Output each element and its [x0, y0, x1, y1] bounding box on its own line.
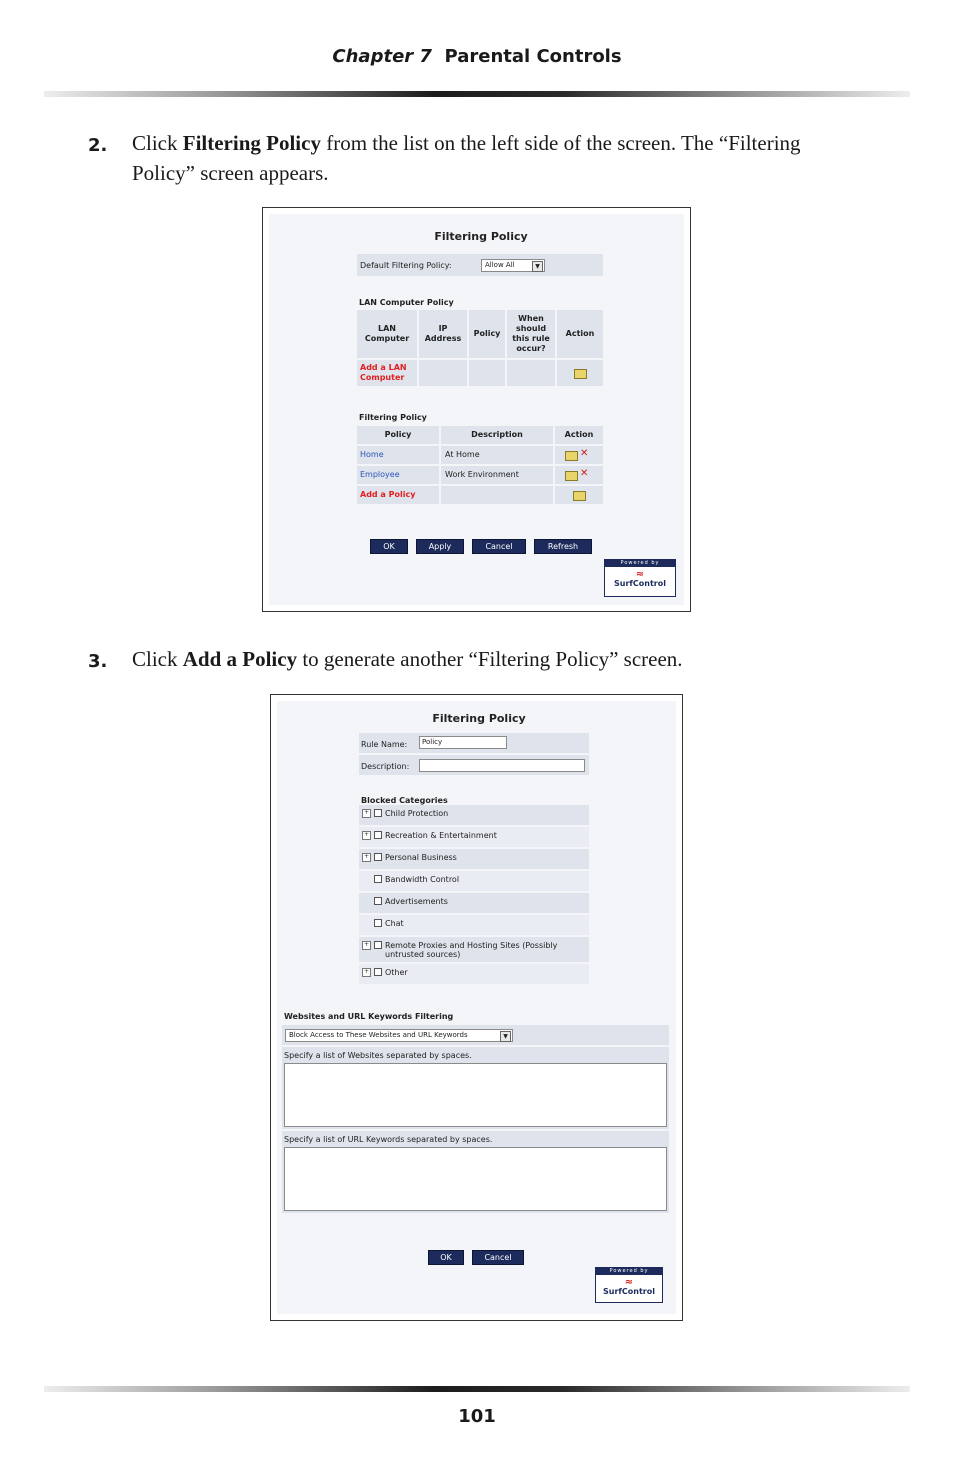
expand-icon[interactable]: +	[363, 831, 370, 838]
step-3	[88, 644, 808, 674]
refresh-button[interactable]: Refresh	[534, 539, 592, 554]
empty-cell	[441, 486, 553, 504]
category-checkbox[interactable]	[374, 831, 382, 839]
description-label: Description:	[361, 762, 410, 771]
description-input[interactable]	[419, 759, 585, 772]
logo-powered-by: Powered by	[596, 1268, 662, 1275]
category-label: Advertisements	[385, 897, 448, 906]
category-row	[359, 849, 589, 869]
block-mode-value: Block Access to These Websites and URL Keywords	[289, 1031, 468, 1039]
keywords-textarea[interactable]	[284, 1147, 667, 1211]
add-lan-cell	[357, 360, 417, 386]
step-text-bold: Add a Policy	[182, 647, 298, 671]
empty-cell	[469, 360, 505, 386]
ok-button[interactable]: OK	[428, 1250, 464, 1265]
fp-row-employee-desc	[441, 466, 553, 484]
step-2	[88, 128, 808, 188]
default-policy-value: Allow All	[485, 261, 515, 269]
category-checkbox[interactable]	[374, 853, 382, 861]
fp-col-description: Description	[441, 426, 553, 444]
default-policy-select[interactable]	[481, 259, 545, 272]
step-number: 2.	[88, 135, 108, 156]
keywords-label: Specify a list of URL Keywords separated by spaces.	[284, 1135, 493, 1144]
logo-swoosh-icon: ≈	[624, 1277, 634, 1288]
empty-cell	[507, 360, 555, 386]
lan-section-title: LAN Computer Policy	[359, 298, 454, 307]
add-policy-link[interactable]: Add a Policy	[360, 490, 416, 499]
add-icon[interactable]	[574, 369, 587, 379]
fp-row-add	[357, 486, 439, 504]
edit-icon[interactable]	[565, 471, 578, 481]
header-rule	[44, 91, 910, 97]
default-policy-label: Default Filtering Policy:	[360, 261, 452, 270]
page-title: Filtering Policy	[432, 712, 526, 725]
col-header-policy: Policy	[469, 310, 505, 358]
fp-row-add-action	[555, 486, 603, 504]
category-checkbox[interactable]	[374, 941, 382, 949]
step-text-pre: Click	[132, 647, 183, 671]
logo-powered-by: Powered by	[605, 560, 675, 567]
chevron-down-icon: ▼	[500, 1031, 511, 1042]
fp-col-policy: Policy	[357, 426, 439, 444]
category-checkbox[interactable]	[374, 897, 382, 905]
category-row	[359, 937, 589, 962]
expand-icon[interactable]: +	[363, 941, 370, 948]
category-row	[359, 893, 589, 913]
col-header-action: Action	[557, 310, 603, 358]
category-label: Recreation & Entertainment	[385, 831, 497, 840]
blocked-section-title: Blocked Categories	[361, 796, 448, 805]
rule-name-input[interactable]: Policy	[419, 736, 507, 749]
step-number: 3.	[88, 651, 108, 672]
surfcontrol-logo	[604, 559, 676, 597]
category-row	[359, 964, 589, 984]
category-checkbox[interactable]	[374, 875, 382, 883]
apply-button[interactable]: Apply	[416, 539, 464, 554]
cancel-button[interactable]: Cancel	[472, 539, 526, 554]
ok-button[interactable]: OK	[370, 539, 408, 554]
category-label: Personal Business	[385, 853, 457, 862]
fp-row-home-desc	[441, 446, 553, 464]
empty-cell	[419, 360, 467, 386]
description-text: At Home	[445, 450, 480, 459]
websites-section-title: Websites and URL Keywords Filtering	[284, 1012, 454, 1021]
category-row	[359, 805, 589, 825]
chevron-down-icon: ▼	[532, 261, 543, 272]
col-header-lan-computer: LAN Computer	[357, 310, 417, 358]
description-text: Work Environment	[445, 470, 519, 479]
logo-name: SurfControl	[614, 579, 666, 588]
websites-textarea[interactable]	[284, 1063, 667, 1127]
col-header-ip-address: IP Address	[419, 310, 467, 358]
logo-name: SurfControl	[603, 1287, 655, 1296]
fp-row-home-action	[555, 446, 603, 464]
surfcontrol-logo	[595, 1267, 663, 1303]
edit-icon[interactable]	[565, 451, 578, 461]
category-checkbox[interactable]	[374, 919, 382, 927]
category-label: Child Protection	[385, 809, 449, 818]
policy-link[interactable]: Home	[360, 450, 384, 459]
add-lan-computer-link[interactable]: Add a LAN Computer	[360, 363, 407, 382]
block-mode-select[interactable]	[285, 1029, 513, 1042]
delete-icon[interactable]: ✕	[580, 448, 589, 459]
cancel-button[interactable]: Cancel	[472, 1250, 524, 1265]
expand-icon[interactable]: +	[363, 968, 370, 975]
category-label: Other	[385, 968, 408, 977]
category-row	[359, 871, 589, 891]
add-icon[interactable]	[573, 491, 586, 501]
page-title: Filtering Policy	[434, 230, 528, 243]
chapter-title: Parental Controls	[444, 46, 622, 67]
chapter-label: Chapter 7	[332, 46, 432, 67]
screenshot-filtering-policy	[262, 207, 691, 612]
step-text-post: from the list on the left side of the screen. The “Filtering Policy” screen appears.	[132, 131, 801, 185]
fp-section-title: Filtering Policy	[359, 413, 427, 422]
category-row	[359, 915, 589, 935]
category-label: Chat	[385, 919, 404, 928]
websites-label: Specify a list of Websites separated by spaces.	[284, 1051, 472, 1060]
category-checkbox[interactable]	[374, 809, 382, 817]
fp-col-action: Action	[555, 426, 603, 444]
step-text-post: to generate another “Filtering Policy” screen.	[297, 647, 683, 671]
fp-row-employee-policy	[357, 466, 439, 484]
running-header	[0, 46, 954, 67]
fp-row-home-policy	[357, 446, 439, 464]
category-row	[359, 827, 589, 847]
rule-name-label: Rule Name:	[361, 740, 408, 749]
fp-row-employee-action	[555, 466, 603, 484]
expand-icon[interactable]: +	[363, 853, 370, 860]
category-checkbox[interactable]	[374, 968, 382, 976]
footer-rule	[44, 1386, 910, 1392]
category-label: Bandwidth Control	[385, 875, 460, 884]
step-text-bold: Filtering Policy	[182, 131, 321, 155]
policy-link[interactable]: Employee	[360, 470, 400, 479]
category-label: Remote Proxies and Hosting Sites (Possibly untrusted sources)	[385, 941, 558, 959]
delete-icon[interactable]: ✕	[580, 468, 589, 479]
expand-icon[interactable]: +	[363, 809, 370, 816]
add-action-cell	[557, 360, 603, 386]
logo-swoosh-icon: ≈	[635, 569, 645, 580]
col-header-when: When should this rule occur?	[507, 310, 555, 358]
step-text-pre: Click	[132, 131, 183, 155]
page-number: 101	[458, 1406, 496, 1427]
screenshot-add-policy	[270, 694, 683, 1321]
